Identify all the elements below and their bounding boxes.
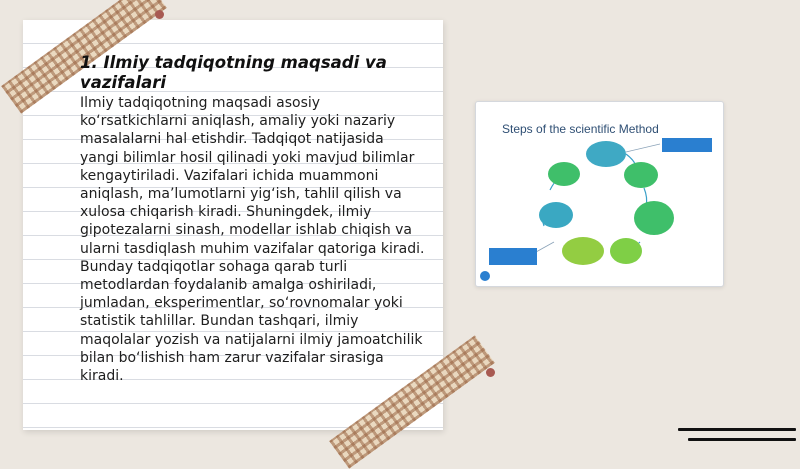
cycle-diagram-graphic: [476, 102, 723, 286]
diagram-title: Steps of the scientific Method: [502, 122, 659, 136]
slide-title: 1. Ilmiy tadqiqotning maqsadi va vazifalari: [80, 53, 387, 92]
tape-pin-dot: [486, 368, 495, 377]
cycle-step-node: [610, 238, 642, 264]
cycle-step-node: [586, 141, 626, 167]
tape-pin-dot: [155, 10, 164, 19]
callout-connector: [626, 144, 660, 152]
cycle-step-node: [624, 162, 658, 188]
decorative-rule: [678, 428, 796, 431]
callout-connector: [536, 242, 554, 252]
cycle-step-node: [634, 201, 674, 235]
decorative-rule: [688, 438, 796, 441]
cycle-step-node: [539, 202, 573, 228]
cycle-step-node: [548, 162, 580, 186]
slide-body-text: Ilmiy tadqiqotning maqsadi asosiy ko‘rsatkichlarni aniqlash, amaliy yoki nazariy masalalarni hal etishdir. Tadqiqot natijasida yangi bilimlar hosil qilinadi yoki mavjud bilimlar kengaytiriladi. Vazifalari ichida muammoni aniqlash, ma’lumotlarni yig‘ish, tahlil qilish va xulosa chiqarish kiradi. Shuningdek, ilmiy gipotezalarni sinash, modellar ishlab chiqish va ularni tasdiqlash muhim vazifalar qatoriga kiradi. Bunday tadqiqotlar sohaga qarab turli metodlardan foydalanib amalga oshiriladi, jumladan, eksperimentlar, so‘rovnomalar yoki statistik tahlillar. Bundan tashqari, ilmiy maqolalar yozish va natijalarni ilmiy jamoatchilik bilan bo‘lishish ham zarur vazifalar sirasiga kiradi.: [80, 95, 425, 385]
cycle-step-node: [562, 237, 604, 265]
diagram-callout-box: [489, 248, 537, 265]
slide-number-badge: [480, 271, 490, 281]
scientific-method-diagram: [475, 101, 724, 287]
diagram-callout-box: [662, 138, 712, 152]
